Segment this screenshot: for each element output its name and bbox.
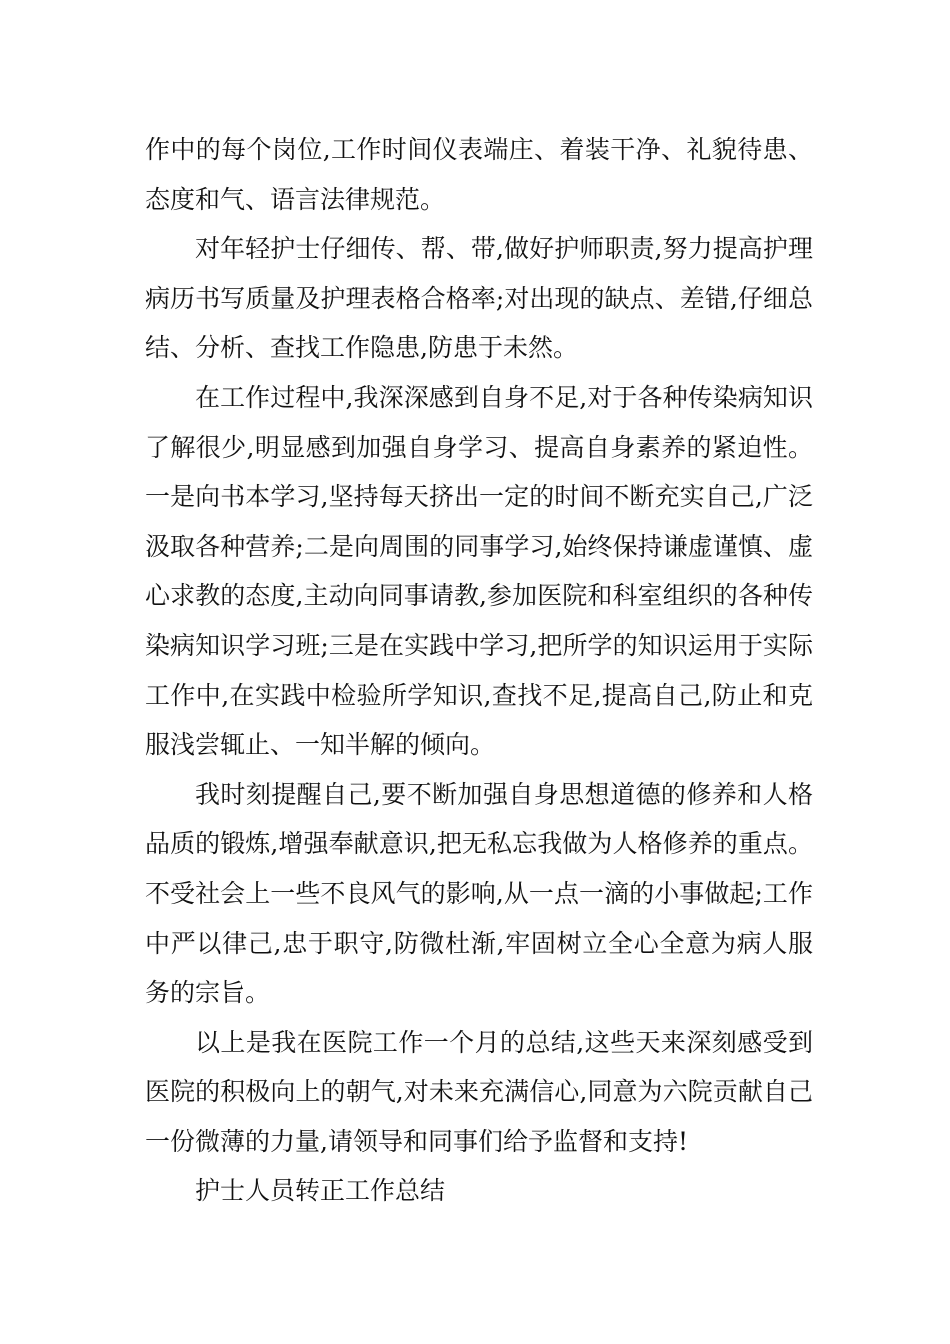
document-body xyxy=(145,125,813,1216)
paragraph-1: 作中的每个岗位,工作时间仪表端庄、着装干净、礼貌待患、态度和气、语言法律规范。 xyxy=(145,135,813,214)
paragraph-3: 在工作过程中,我深深感到自身不足,对于各种传染病知识了解很少,明显感到加强自身学习、提高自身素养的紧迫性。一是向书本学习,坚持每天挤出一定的时间不断充实自己,广泛汲取各种营养;二是向周围的同事学习,始终保持谦虚谨慎、虚心求教的态度,主动向同事请教,参加医院和科室组织的各种传染病知识学习班;三是在实践中学习,把所学的知识运用于实际工作中,在实践中检验所学知识,查找不足,提高自己,防止和克服浅尝辄止、一知半解的倾向。 xyxy=(145,382,813,760)
paragraph-2: 对年轻护士仔细传、帮、带,做好护师职责,努力提高护理病历书写质量及护理表格合格率;对出现的缺点、差错,仔细总结、分析、查找工作隐患,防患于未然。 xyxy=(145,234,813,363)
paragraph-5: 以上是我在医院工作一个月的总结,这些天来深刻感受到医院的积极向上的朝气,对未来充满信心,同意为六院贡献自己一份微薄的力量,请领导和同事们给予监督和支持! xyxy=(145,1027,813,1156)
paragraph-4: 我时刻提醒自己,要不断加强自身思想道德的修养和人格品质的锻炼,增强奉献意识,把无私忘我做为人格修养的重点。不受社会上一些不良风气的影响,从一点一滴的小事做起;工作中严以律己,忠于职守,防微杜渐,牢固树立全心全意为病人服务的宗旨。 xyxy=(145,779,813,1008)
next-section-title: 护士人员转正工作总结 xyxy=(195,1176,446,1206)
